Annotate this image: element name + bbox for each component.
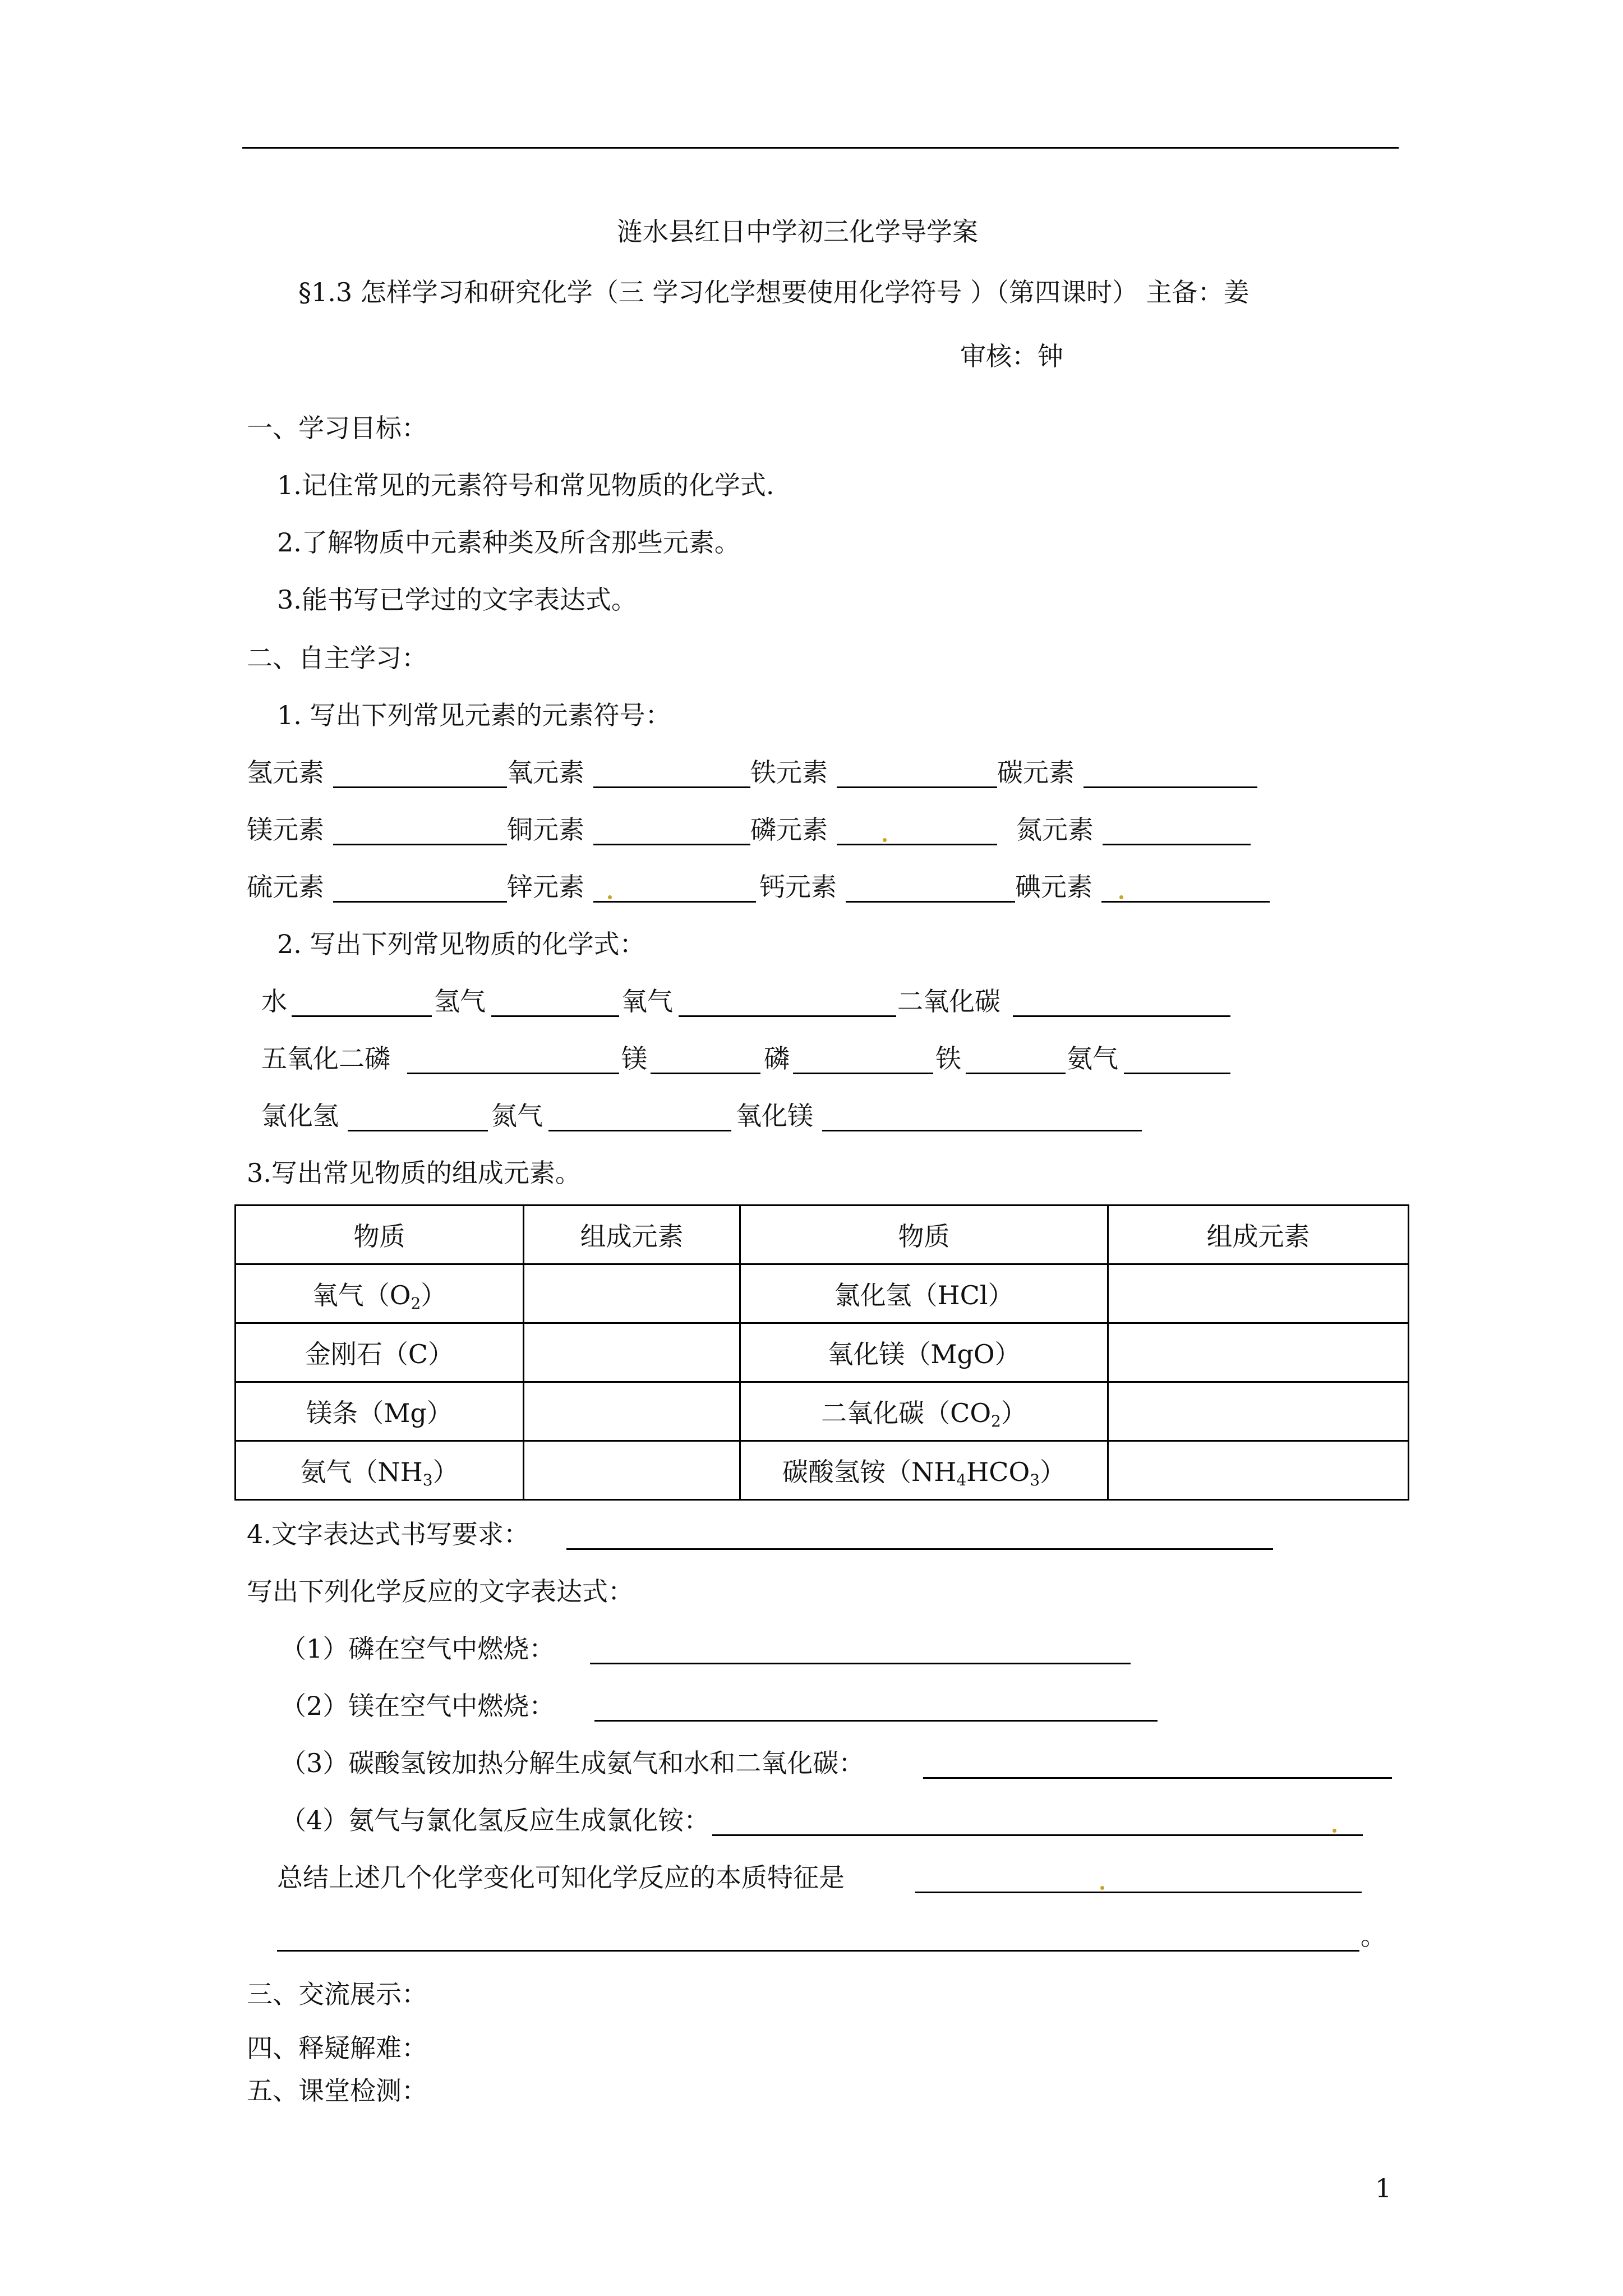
column-header: 组成元素 [524, 1205, 740, 1264]
substance-cell: 氯化氢（HCl） [740, 1264, 1108, 1323]
substance-label: 磷 [764, 1043, 790, 1074]
substance-cell: 金刚石（C） [236, 1323, 524, 1382]
reaction-2: （2）镁在空气中燃烧： [280, 1691, 555, 1721]
answer-blank[interactable] [333, 901, 507, 903]
element-label: 氮元素 [1016, 815, 1094, 845]
substance-label: 水 [261, 986, 287, 1016]
element-label: 磷元素 [750, 815, 828, 845]
answer-blank[interactable] [1013, 1015, 1230, 1017]
substance-label: 二氧化碳 [897, 986, 1000, 1016]
composition-table [234, 1204, 1409, 1501]
element-label: 氧元素 [507, 757, 584, 788]
answer-blank[interactable] [822, 1130, 1142, 1131]
answer-blank[interactable] [594, 1720, 1158, 1722]
q4-prompt: 4.文字表达式书写要求： [247, 1519, 529, 1549]
answer-blank[interactable] [491, 1015, 619, 1017]
answer-cell[interactable] [524, 1264, 740, 1323]
lesson-title: §1.3 怎样学习和研究化学（三 学习化学想要使用化学符号 ）（第四课时） 主备：姜 [298, 277, 1249, 307]
column-header: 物质 [236, 1205, 524, 1264]
q2-prompt: 2. 写出下列常见物质的化学式： [277, 929, 645, 959]
answer-blank[interactable] [1083, 786, 1257, 788]
table-header-row [236, 1205, 1409, 1264]
answer-blank[interactable] [333, 786, 507, 788]
element-label: 硫元素 [247, 872, 324, 902]
reaction-3: （3）碳酸氢铵加热分解生成氨气和水和二氧化碳： [280, 1748, 865, 1778]
substance-cell: 氧化镁（MgO） [740, 1323, 1108, 1382]
answer-blank[interactable] [548, 1130, 731, 1131]
answer-blank[interactable] [1103, 844, 1251, 845]
element-label: 锌元素 [507, 872, 584, 902]
answer-blank[interactable] [593, 844, 750, 845]
answer-blank[interactable] [590, 1663, 1131, 1664]
answer-blank[interactable] [566, 1548, 1273, 1550]
section2-heading: 二、自主学习： [247, 643, 427, 673]
element-label: 碘元素 [1015, 872, 1092, 902]
highlight-dot [608, 895, 612, 899]
substance-label: 镁 [621, 1043, 647, 1074]
element-label: 钙元素 [759, 872, 837, 902]
q1-prompt: 1. 写出下列常见元素的元素符号： [277, 700, 671, 730]
column-header: 组成元素 [1108, 1205, 1409, 1264]
answer-blank[interactable] [1101, 901, 1270, 903]
answer-blank[interactable] [348, 1130, 488, 1131]
reaction-1: （1）磷在空气中燃烧： [280, 1634, 555, 1664]
substance-label: 氯化氢 [261, 1101, 339, 1131]
answer-cell[interactable] [1108, 1382, 1409, 1441]
substance-cell: 镁条（Mg） [236, 1382, 524, 1441]
school-title: 涟水县红日中学初三化学导学案 [617, 217, 978, 247]
reviewer: 审核：钟 [960, 341, 1063, 371]
highlight-dot [1332, 1829, 1336, 1833]
substance-label: 氨气 [1067, 1043, 1118, 1074]
answer-cell[interactable] [1108, 1323, 1409, 1382]
answer-blank[interactable] [593, 786, 750, 788]
q4-sub-prompt: 写出下列化学反应的文字表达式： [247, 1576, 634, 1607]
substance-label: 氮气 [491, 1101, 543, 1131]
substance-cell: 氨气$(NH_3)$ [236, 1441, 524, 1500]
summary-end-mark: 。 [1361, 1921, 1386, 1951]
answer-blank[interactable] [837, 786, 997, 788]
element-label: 铜元素 [507, 815, 584, 845]
answer-cell[interactable] [1108, 1441, 1409, 1500]
highlight-dot [1100, 1886, 1104, 1890]
answer-blank[interactable] [837, 844, 997, 845]
goal-2: 2.了解物质中元素种类及所含那些元素。 [277, 527, 740, 558]
substance-label: 氧化镁 [736, 1101, 813, 1131]
page-number: 1 [1375, 2173, 1392, 2203]
substance-label: 氢气 [434, 986, 486, 1016]
highlight-dot [1119, 895, 1123, 899]
column-header: 物质 [740, 1205, 1108, 1264]
answer-cell[interactable] [524, 1323, 740, 1382]
section5-heading: 五、课堂检测： [247, 2076, 427, 2106]
goal-1: 1.记住常见的元素符号和常见物质的化学式. [277, 470, 774, 500]
q3-prompt: 3.写出常见物质的组成元素。 [247, 1158, 581, 1188]
substance-cell: 碳酸氢铵$(NH_4HCO_3)$ [740, 1441, 1108, 1500]
summary-prompt: 总结上述几个化学变化可知化学反应的本质特征是 [277, 1862, 845, 1893]
answer-blank[interactable] [846, 901, 1015, 903]
header-rule [242, 147, 1399, 149]
table-row [236, 1264, 1409, 1323]
table-row [236, 1323, 1409, 1382]
substance-cell: 氧气$(O_2)$ [236, 1264, 524, 1323]
answer-blank[interactable] [333, 844, 507, 845]
answer-cell[interactable] [1108, 1264, 1409, 1323]
element-label: 铁元素 [750, 757, 828, 788]
answer-cell[interactable] [524, 1382, 740, 1441]
answer-blank[interactable] [407, 1073, 619, 1074]
element-label: 镁元素 [247, 815, 324, 845]
element-label: 氢元素 [247, 757, 324, 788]
substance-label: 五氧化二磷 [261, 1043, 390, 1074]
answer-blank[interactable] [277, 1950, 1359, 1952]
section3-heading: 三、交流展示： [247, 1979, 427, 2009]
reaction-4: （4）氨气与氯化氢反应生成氯化铵： [280, 1805, 710, 1835]
answer-blank[interactable] [923, 1777, 1392, 1779]
answer-blank[interactable] [679, 1015, 896, 1017]
answer-blank[interactable] [793, 1073, 933, 1074]
table-row [236, 1441, 1409, 1500]
goal-3: 3.能书写已学过的文字表达式。 [277, 585, 637, 615]
answer-blank[interactable] [292, 1015, 432, 1017]
substance-label: 铁 [935, 1043, 961, 1074]
answer-blank[interactable] [1124, 1073, 1230, 1074]
answer-blank[interactable] [915, 1892, 1362, 1893]
section1-heading: 一、学习目标： [247, 413, 427, 443]
answer-cell[interactable] [524, 1441, 740, 1500]
answer-blank[interactable] [651, 1073, 760, 1074]
answer-blank[interactable] [593, 901, 756, 903]
table-row [236, 1382, 1409, 1441]
substance-label: 氧气 [621, 986, 673, 1016]
answer-blank[interactable] [966, 1073, 1066, 1074]
highlight-dot [883, 838, 887, 842]
section4-heading: 四、释疑解难： [247, 2033, 427, 2063]
element-label: 碳元素 [997, 757, 1075, 788]
answer-blank[interactable] [712, 1834, 1363, 1836]
substance-cell: 二氧化碳$(CO_2)$ [740, 1382, 1108, 1441]
